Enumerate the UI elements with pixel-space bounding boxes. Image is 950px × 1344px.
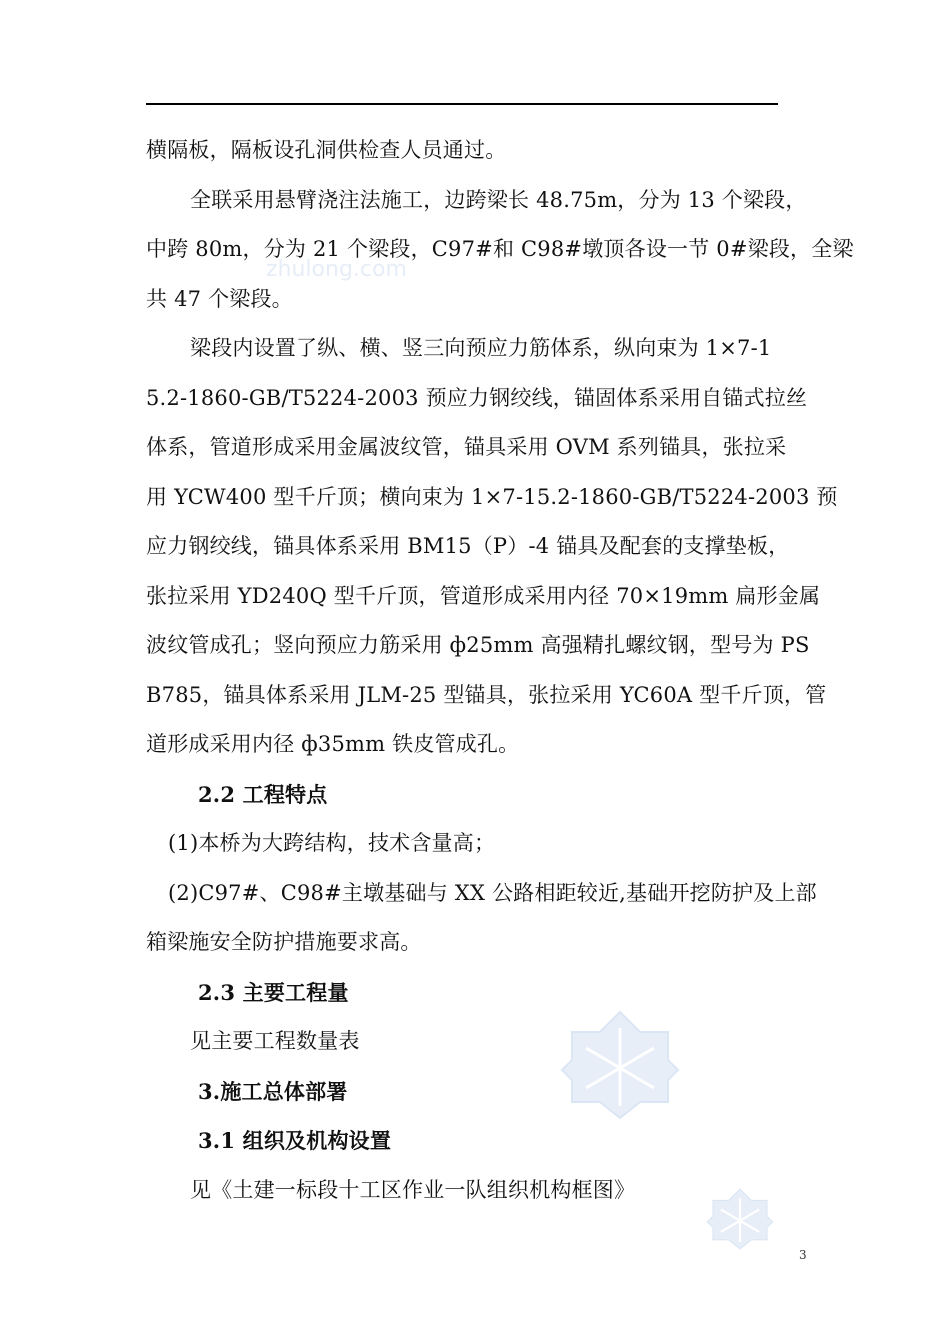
paragraph-line: 5.2-1860-GB/T5224-2003 预应力钢绞线，锚固体系采用自锚式拉丝 [146,385,808,410]
section-heading-2-2: 2.2 工程特点 [198,781,328,807]
body-text [146,126,854,1215]
paragraph-line: 见主要工程数量表 [190,1029,360,1053]
paragraph-line: B785，锚具体系采用 JLM-25 型锚具，张拉采用 YC60A 型千斤顶，管 [146,682,827,707]
section-heading-3-1: 3.1 组织及机构设置 [198,1128,392,1153]
list-item: (2)C97#、C98#主墩基础与 XX 公路相距较近,基础开挖防护及上部 [168,880,817,905]
list-item: (1)本桥为大跨结构，技术含量高； [168,831,496,855]
page-number: 3 [799,1248,807,1262]
paragraph-line: 应力钢绞线，锚具体系采用 BM15（P）-4 锚具及配套的支撑垫板， [146,534,790,558]
paragraph-line: 波纹管成孔；竖向预应力筋采用 ф25mm 高强精扎螺纹钢，型号为 PS [146,633,810,657]
paragraph-line: 张拉采用 YD240Q 型千斤顶，管道形成采用内径 70×19mm 扁形金属 [146,583,821,608]
paragraph-line: 道形成采用内径 ф35mm 铁皮管成孔。 [146,732,520,756]
header-rule [146,103,778,105]
paragraph-line: 共 47 个梁段。 [146,286,293,311]
paragraph-line: 用 YCW400 型千斤顶；横向束为 1×7-15.2-1860-GB/T5224-2003 预 [146,484,838,509]
paragraph-line: 箱梁施安全防护措施要求高。 [146,930,422,954]
paragraph-line: 横隔板，隔板设孔洞供检查人员通过。 [146,138,507,162]
watermark-text: zhulong.com [266,257,407,282]
paragraph-line: 中跨 80m，分为 21 个梁段，C97#和 C98#墩顶各设一节 0#梁段，全梁 [146,237,854,261]
paragraph-line: 见《土建一标段十工区作业一队组织机构框图》 [190,1177,636,1202]
paragraph-line: 全联采用悬臂浇注法施工，边跨梁长 48.75m，分为 13 个梁段， [190,187,807,212]
section-heading-2-3: 2.3 主要工程量 [198,979,349,1005]
paragraph-line: 体系，管道形成采用金属波纹管，锚具采用 OVM 系列锚具，张拉采 [146,435,787,459]
paragraph-line: 梁段内设置了纵、横、竖三向预应力筋体系，纵向束为 1×7-1 [190,336,772,360]
section-heading-3: 3.施工总体部署 [198,1078,348,1104]
